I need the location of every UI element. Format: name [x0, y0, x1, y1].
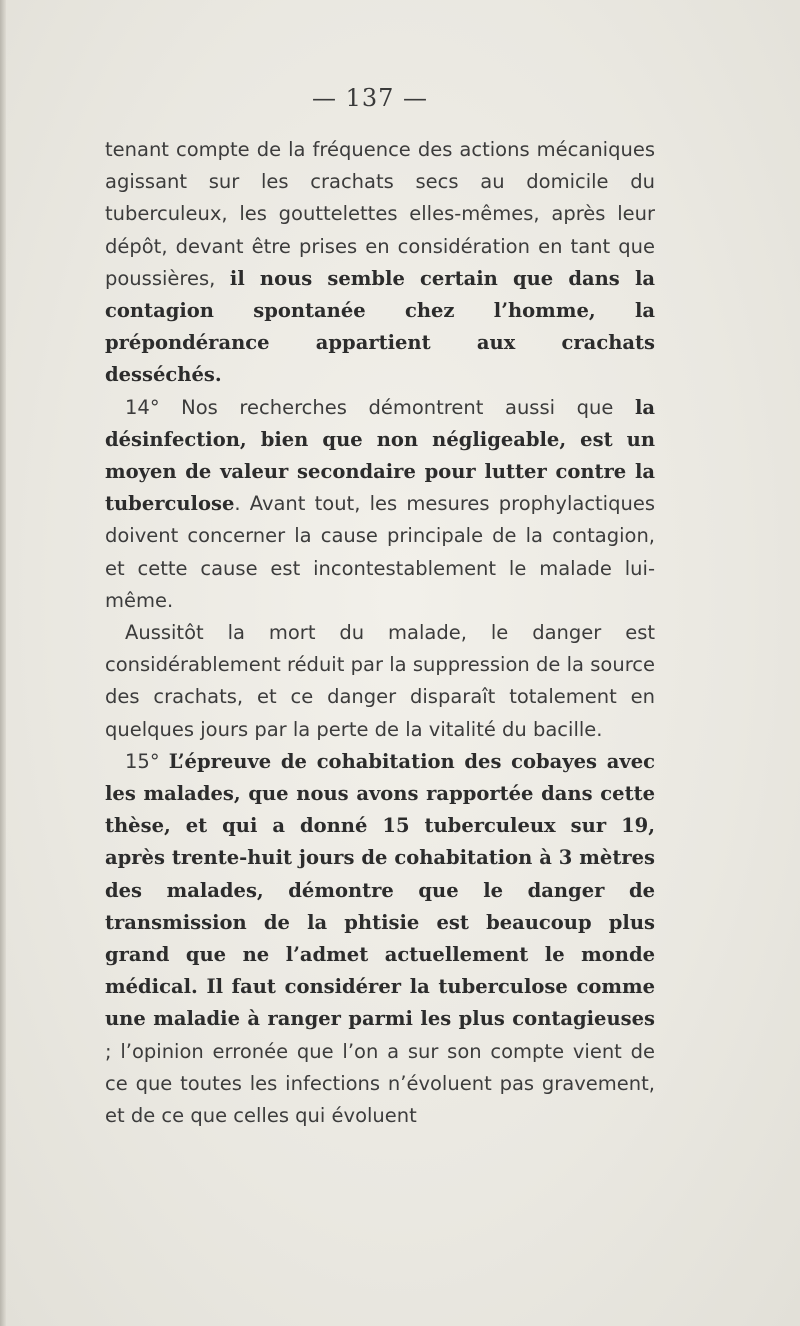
page-number: — 137 — [311, 84, 429, 112]
paragraph-4-lead: 15° [125, 749, 169, 773]
paragraph-3 [105, 617, 655, 746]
paragraph-2-lead: 14° Nos recherches démontrent aussi que [125, 395, 635, 419]
paragraph-4 [105, 746, 655, 1132]
paragraph-4-text: ; l’opinion erronée que l’on a sur son compte vient de ce que toutes les infections n’évoluent pas gravement, et de ce que celles qui évoluent [105, 1039, 655, 1128]
paragraph-2-text: . Avant tout, les mesures prophylactiques doivent concerner la cause principale de la contagion, et cette cause est incontestablement le malade lui-même. [105, 492, 655, 612]
paragraph-2-emphasis: la désinfection, bien que non négligeable, est un moyen de valeur secondaire pour lutter contre la tuberculose [105, 395, 655, 516]
paragraph-1-emphasis: il nous semble certain que dans la contagion spontanée chez l’homme, la prépondérance appartient aux crachats desséchés. [105, 266, 655, 387]
paragraph-1-text: tenant compte de la fréquence des actions mécaniques agissant sur les crachats secs au domicile du tuberculeux, les gouttelettes elles-mêmes, après leur dépôt, devant être prises en considération en tant que poussières, [105, 138, 655, 290]
body-text [105, 134, 655, 1132]
page-binding-edge [0, 0, 6, 1326]
paragraph-2 [105, 392, 655, 617]
paragraph-4-emphasis: L’épreuve de cohabitation des cobayes avec les malades, que nous avons rapportée dans cette thèse, et qui a donné 15 tuberculeux sur 19, après trente-huit jours de cohabitation à 3 mètres des malades, démontre que le danger de transmission de la phtisie est beaucoup plus grand que ne l’admet actuellement le monde médical. Il faut considérer la tuberculose comme une maladie à ranger parmi les plus contagieuses [105, 749, 655, 1031]
paragraph-3-text: Aussitôt la mort du malade, le danger est considérablement réduit par la suppression de la source des crachats, et ce danger disparaît totalement en quelques jours par la perte de la vitalité du bacille. [105, 621, 655, 741]
paragraph-1 [105, 134, 655, 392]
